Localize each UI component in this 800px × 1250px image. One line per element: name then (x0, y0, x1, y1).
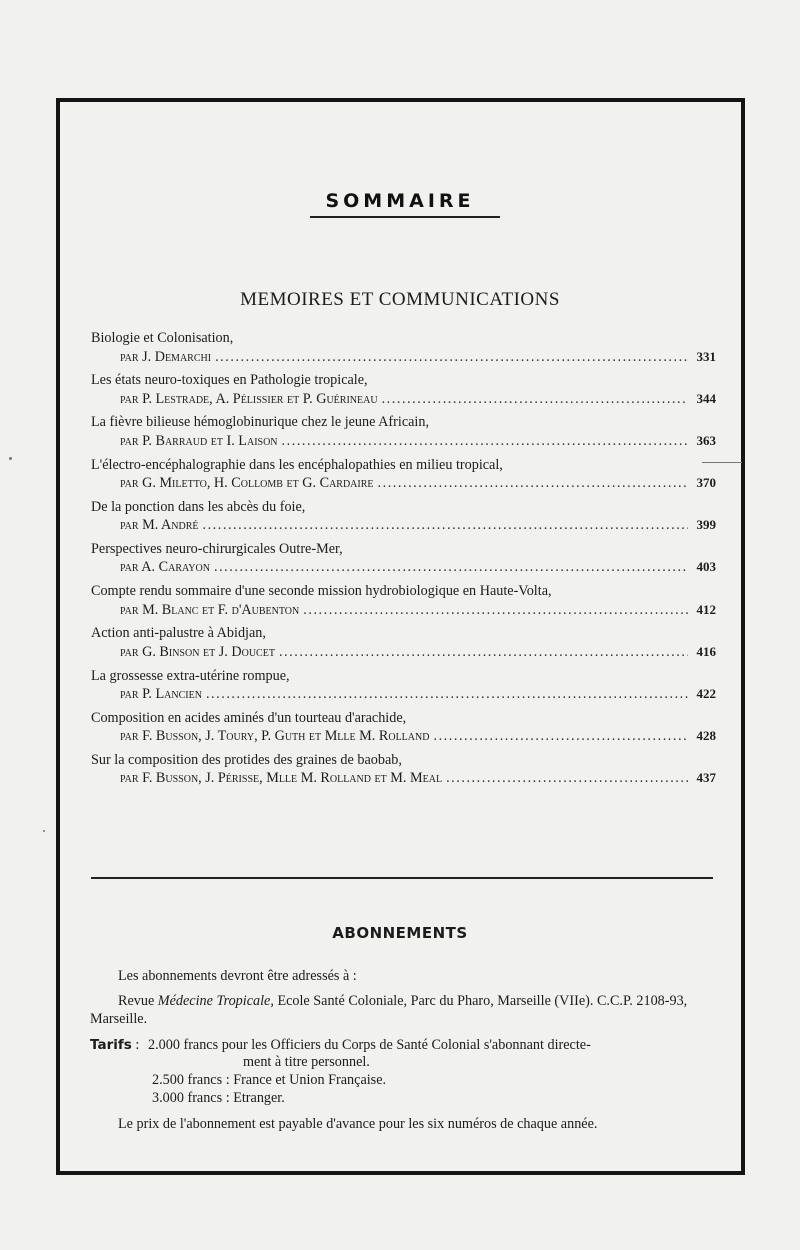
page-title: SOMMAIRE (325, 190, 475, 212)
entry-byline (91, 601, 716, 620)
entry-page-number: 370 (696, 475, 716, 491)
tarif-desc: pour les Officiers du Corps de Santé Colonial s'abonnant directe- (221, 1037, 591, 1053)
toc-entry (91, 668, 716, 710)
entry-byline (91, 390, 716, 409)
dot-leader (378, 475, 688, 493)
entry-page-number: 403 (696, 559, 716, 575)
toc-entry (91, 457, 716, 499)
section-divider (91, 877, 713, 879)
toc-entry (91, 330, 716, 372)
entry-title: La grossesse extra-utérine rompue, (91, 667, 290, 684)
address-prefix: Revue (118, 993, 158, 1009)
entry-authors: par G. Binson et J. Doucet (120, 643, 275, 660)
entry-page-number: 399 (696, 517, 716, 533)
toc-entry (91, 372, 716, 414)
abonnements-address (90, 993, 712, 1028)
entry-authors: par F. Busson, J. Périsse, Mlle M. Rolland et M. Meal (120, 770, 443, 787)
dot-leader (206, 686, 688, 704)
tarif-row-3: 3.000 francs : Etranger. (152, 1090, 285, 1106)
entry-page-number: 331 (696, 348, 716, 364)
tarif-price: 3.000 francs (152, 1090, 223, 1106)
entry-byline (91, 348, 716, 367)
dot-leader (382, 391, 688, 409)
entry-authors: par A. Carayon (120, 559, 210, 576)
entry-page-number: 437 (696, 770, 716, 786)
entry-page-number: 416 (696, 643, 716, 659)
entry-title: Sur la composition des protides des graines de baobab, (91, 751, 402, 768)
entry-title: Composition en acides aminés d'un tourteau d'arachide, (91, 709, 407, 726)
entry-byline (91, 432, 716, 451)
entry-title: De la ponction dans les abcès du foie, (91, 498, 306, 515)
tarif-desc: Etranger. (233, 1090, 285, 1106)
entry-authors: par F. Busson, J. Toury, P. Guth et Mlle M. Rolland (120, 728, 430, 745)
entry-authors: par P. Lancien (120, 686, 202, 702)
entry-title: La fièvre bilieuse hémoglobinurique chez le jeune Africain, (91, 414, 429, 431)
toc-entry (91, 752, 716, 794)
dot-leader (433, 728, 688, 746)
dot-leader (202, 517, 688, 535)
abonnements-intro: Les abonnements devront être adressés à : (118, 968, 357, 984)
tarif-row-2: 2.500 francs : France et Union Française. (152, 1072, 387, 1088)
print-speck (43, 830, 45, 832)
entry-authors: par P. Lestrade, A. Pélissier et P. Guérineau (120, 390, 378, 407)
entry-byline (91, 727, 716, 746)
tarifs-label-row: Tarifs : (90, 1037, 140, 1053)
print-speck (9, 457, 12, 460)
address-rest: Ecole Santé Coloniale, Parc du Pharo, Marseille (VIIe). C.C.P. 2108-93, Marseille. (90, 993, 688, 1027)
entry-authors: par M. Blanc et F. d'Aubenton (120, 601, 300, 618)
entry-title: Compte rendu sommaire d'une seconde mission hydrobiologique en Haute-Volta, (91, 583, 552, 600)
entry-title: L'électro-encéphalographie dans les encéphalopathies en milieu tropical, (91, 456, 503, 473)
tarif-desc: France et Union Française. (233, 1072, 387, 1088)
dot-leader (282, 433, 688, 451)
entry-title: Action anti-palustre à Abidjan, (91, 625, 266, 642)
entry-authors: par M. André (120, 517, 199, 534)
entry-byline (91, 769, 716, 788)
table-of-contents (91, 330, 716, 794)
entry-byline (91, 643, 716, 662)
entry-page-number: 363 (696, 432, 716, 448)
toc-entry (91, 583, 716, 625)
abonnements-note: Le prix de l'abonnement est payable d'avance pour les six numéros de chaque année. (118, 1116, 598, 1132)
entry-title: Biologie et Colonisation, (91, 330, 234, 346)
entry-authors: par G. Miletto, H. Collomb et G. Cardaire (120, 475, 374, 492)
entry-byline (91, 685, 716, 704)
entry-page-number: 428 (696, 728, 716, 744)
title-underline (310, 216, 500, 218)
dot-leader (446, 770, 688, 788)
entry-page-number: 412 (696, 601, 716, 617)
dot-leader (215, 349, 688, 367)
entry-byline (91, 516, 716, 535)
toc-entry (91, 710, 716, 752)
tarif-row-1 (148, 1037, 591, 1055)
entry-authors: par J. Demarchi (120, 348, 212, 365)
abonnements-heading: ABONNEMENTS (332, 924, 468, 942)
dot-leader (214, 559, 688, 577)
print-speck (702, 462, 742, 463)
journal-name: Médecine Tropicale, (157, 993, 274, 1009)
tarif-row-1-continued: ment à titre personnel. (243, 1054, 370, 1070)
entry-title: Les états neuro-toxiques en Pathologie tropicale, (91, 372, 368, 389)
dot-leader (279, 644, 688, 662)
entry-page-number: 344 (696, 390, 716, 406)
toc-entry (91, 541, 716, 583)
entry-byline (91, 558, 716, 577)
tarif-price: 2.000 francs (148, 1037, 219, 1053)
entry-page-number: 422 (696, 686, 716, 701)
toc-entry (91, 414, 716, 456)
entry-byline (91, 474, 716, 493)
toc-entry (91, 625, 716, 667)
section-heading: MEMOIRES ET COMMUNICATIONS (240, 289, 560, 310)
entry-title: Perspectives neuro-chirurgicales Outre-Mer, (91, 540, 343, 557)
dot-leader (303, 602, 688, 620)
tarifs-label: Tarifs (90, 1037, 132, 1053)
tarif-price: 2.500 francs (152, 1072, 223, 1088)
entry-authors: par P. Barraud et I. Laison (120, 432, 278, 449)
toc-entry (91, 499, 716, 541)
